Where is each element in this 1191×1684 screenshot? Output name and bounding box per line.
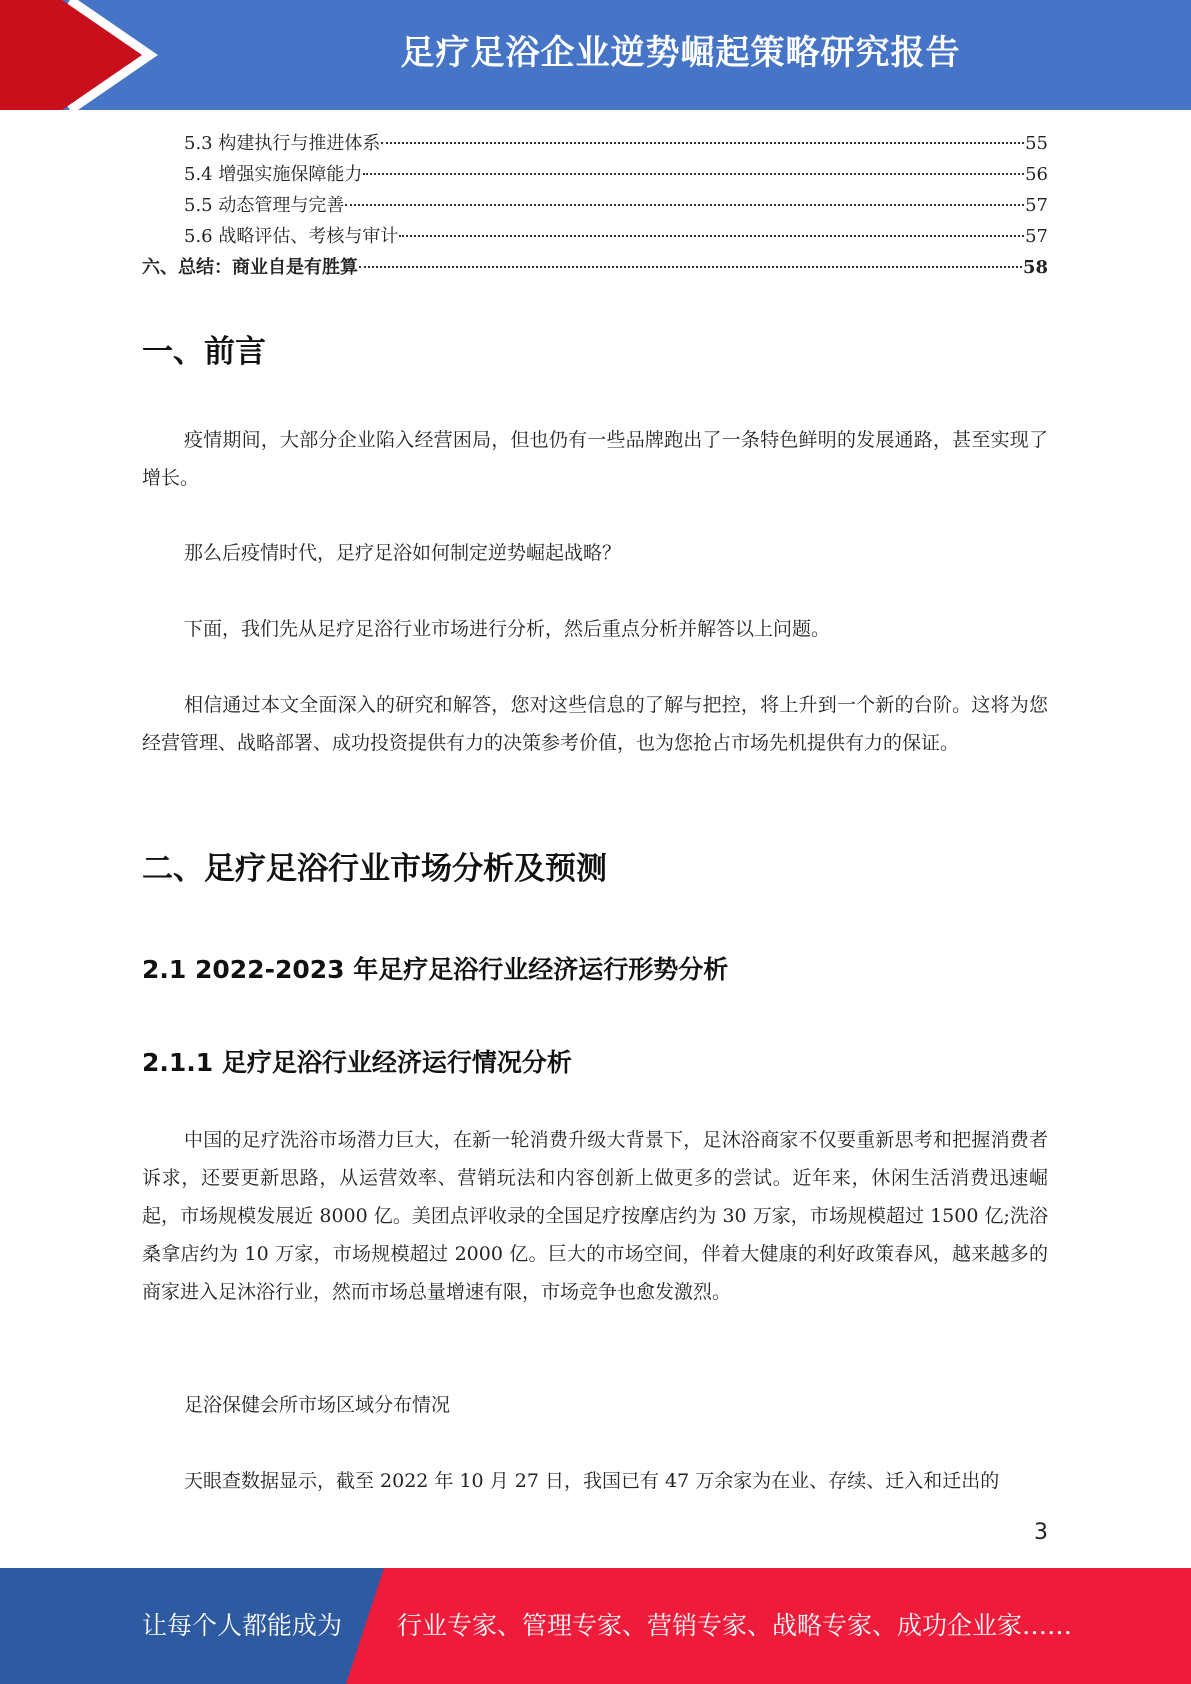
market-paragraph: 天眼查数据显示，截至 2022 年 10 月 27 日，我国已有 47 万余家为在业、存续、迁入和迁出的 <box>184 1470 1000 1492</box>
report-footer <box>0 1568 1191 1684</box>
toc-entry-page: 57 <box>1025 195 1048 216</box>
market-paragraph: 中国的足疗洗浴市场潜力巨大，在新一轮消费升级大背景下，足沐浴商家不仅要重新思考和把握消费者诉求，还要更新思路，从运营效率、营销玩法和内容创新上做更多的尝试。近年来，休闲生活消费迅速崛起，市场规模发展近 8000 亿。美团点评收录的全国足疗按摩店约为 30 万家，市场规模超过 1500 亿;洗浴桑拿店约为 10 万家，市场规模超过 2000 亿。巨大的市场空间，伴着大健康的利好政策春风，越来越多的商家进入足沐浴行业，然而市场总量增速有限，市场竞争也愈发激烈。 <box>142 1129 1048 1303</box>
toc-entry-label: 六、总结：商业自是有胜算 <box>142 257 358 278</box>
toc-entry[interactable] <box>142 160 1048 191</box>
preface-paragraph: 下面，我们先从足疗足浴行业市场进行分析，然后重点分析并解答以上问题。 <box>184 618 831 640</box>
toc-leader-dots <box>381 142 1024 144</box>
toc-entry-label: 5.5 动态管理与完善 <box>184 195 345 216</box>
toc-leader-dots <box>363 173 1024 175</box>
report-title: 足疗足浴企业逆势崛起策略研究报告 <box>400 33 961 73</box>
toc-entry-chapter[interactable] <box>142 253 1048 284</box>
toc-leader-dots <box>399 235 1024 237</box>
section-heading-preface: 一、前言 <box>142 334 266 370</box>
preface-paragraph: 疫情期间，大部分企业陷入经营困局，但也仍有一些品牌跑出了一条特色鲜明的发展通路，甚至实现了增长。 <box>142 429 1048 489</box>
toc-entry[interactable] <box>142 129 1048 160</box>
toc-entry[interactable] <box>142 191 1048 222</box>
report-header <box>0 0 1191 110</box>
subsection-heading-2-1: 2.1 2022-2023 年足疗足浴行业经济运行形势分析 <box>142 955 729 984</box>
footer-slogan-right: 行业专家、管理专家、营销专家、战略专家、成功企业家…… <box>397 1611 1073 1640</box>
preface-paragraph: 那么后疫情时代，足疗足浴如何制定逆势崛起战略？ <box>184 542 622 564</box>
table-of-contents <box>142 129 1048 284</box>
toc-entry-page: 55 <box>1025 133 1048 154</box>
toc-entry-page: 56 <box>1025 164 1048 185</box>
page-number: 3 <box>1034 1520 1048 1545</box>
toc-entry[interactable] <box>142 222 1048 253</box>
toc-entry-label: 5.3 构建执行与推进体系 <box>184 133 381 154</box>
toc-entry-page: 57 <box>1025 226 1048 247</box>
subsection-heading-2-1-1: 2.1.1 足疗足浴行业经济运行情况分析 <box>142 1048 572 1077</box>
toc-entry-page: 58 <box>1022 257 1048 278</box>
preface-paragraph: 相信通过本文全面深入的研究和解答，您对这些信息的了解与把控，将上升到一个新的台阶。这将为您经营管理、战略部署、成功投资提供有力的决策参考价值，也为您抢占市场先机提供有力的保证。 <box>142 694 1048 754</box>
toc-entry-label: 5.6 战略评估、考核与审计 <box>184 226 399 247</box>
footer-slogan-left: 让每个人都能成为 <box>142 1611 343 1640</box>
toc-leader-dots <box>359 266 1022 268</box>
section-heading-market-analysis: 二、足疗足浴行业市场分析及预测 <box>142 851 607 887</box>
header-arrow-decoration <box>0 0 160 110</box>
toc-leader-dots <box>345 204 1024 206</box>
market-paragraph: 足浴保健会所市场区域分布情况 <box>184 1394 451 1416</box>
toc-entry-label: 5.4 增强实施保障能力 <box>184 164 363 185</box>
